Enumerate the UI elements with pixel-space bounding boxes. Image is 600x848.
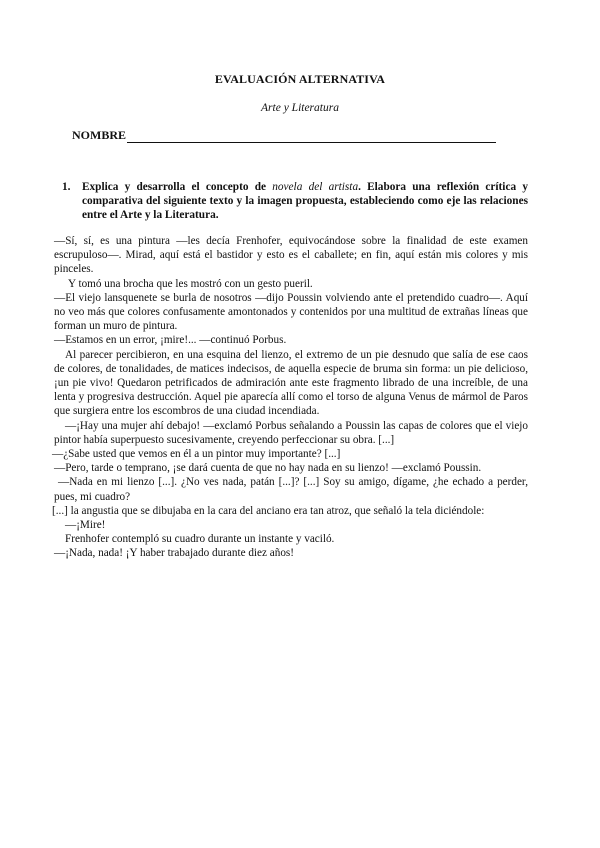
literary-passage bbox=[54, 234, 528, 561]
passage-paragraph: —¡Nada, nada! ¡Y haber trabajado durante diez años! bbox=[54, 547, 295, 560]
page-subtitle: Arte y Literatura bbox=[261, 102, 339, 114]
question-1 bbox=[62, 180, 528, 222]
passage-paragraph: Frenhofer contempló su cuadro durante un instante y vaciló. bbox=[65, 533, 335, 546]
question-text: Explica y desarrolla el concepto de novela del artista. Elabora una reflexión crítica y comparativa del siguiente texto y la imagen propuesta, estableciendo como eje las relaciones entre el Arte y la Literatura. bbox=[82, 181, 528, 221]
passage-paragraph: —Sí, sí, es una pintura —les decía Frenhofer, equivocándose sobre la finalidad de este examen escrupuloso—. Mirad, aquí está el bastidor y esto es el caballete; en fin, aquí están mis colores y mis pinceles. bbox=[54, 235, 528, 276]
passage-paragraph: Y tomó una brocha que les mostró con un gesto pueril. bbox=[68, 277, 313, 290]
passage-paragraph: —¿Sabe usted que vemos en él a un pintor muy importante? [...] bbox=[52, 448, 341, 461]
name-field-row bbox=[72, 128, 496, 143]
name-blank-line[interactable] bbox=[127, 129, 496, 143]
passage-paragraph: —¡Hay una mujer ahí debajo! —exclamó Porbus señalando a Poussin las capas de colores que el viejo pintor había superpuesto sucesivamente, creyendo perfeccionar su obra. [...] bbox=[54, 419, 528, 446]
passage-paragraph: —¡Mire! bbox=[65, 519, 106, 532]
question-italic-term: novela del artista bbox=[272, 181, 359, 193]
passage-paragraph: —Estamos en un error, ¡mire!... —continuó Porbus. bbox=[54, 334, 287, 347]
page-title: EVALUACIÓN ALTERNATIVA bbox=[214, 72, 386, 86]
passage-paragraph: —El viejo lansquenete se burla de nosotros —dijo Poussin volviendo ante el pretendido cuadro—. Aquí no veo más que colores confusamente amontonados y contenidos por una multitud de extrañas líneas que forman un muro de pintura. bbox=[54, 291, 528, 333]
passage-paragraph: Al parecer percibieron, en una esquina del lienzo, el extremo de un pie desnudo que salía de ese caos de colores, de tonalidades, de matices indecisos, de aquella especie de bruma sin forma: un pie delicioso, ¡un pie vivo! Quedaron petrificados de admiración ante este fragmento librado de una increíble, de una lenta y progresiva destrucción. Aquel pie aparecía allí como el torso de alguna Venus de mármol de Paros que surgiera entre los escombros de una ciudad incendiada. bbox=[54, 348, 528, 418]
passage-paragraph: [...] la angustia que se dibujaba en la cara del anciano era tan atroz, que señaló la tela diciéndole: bbox=[52, 504, 485, 517]
passage-paragraph: —Pero, tarde o temprano, ¡se dará cuenta de que no hay nada en su lienzo! —exclamó Poussin. bbox=[54, 462, 482, 475]
passage-paragraph: —Nada en mi lienzo [...]. ¿No ves nada, patán [...]? [...] Soy su amigo, dígame, ¿he echado a perder, pues, mi cuadro? bbox=[54, 476, 528, 503]
name-label: NOMBRE bbox=[72, 128, 126, 142]
question-number: 1. bbox=[62, 181, 71, 193]
